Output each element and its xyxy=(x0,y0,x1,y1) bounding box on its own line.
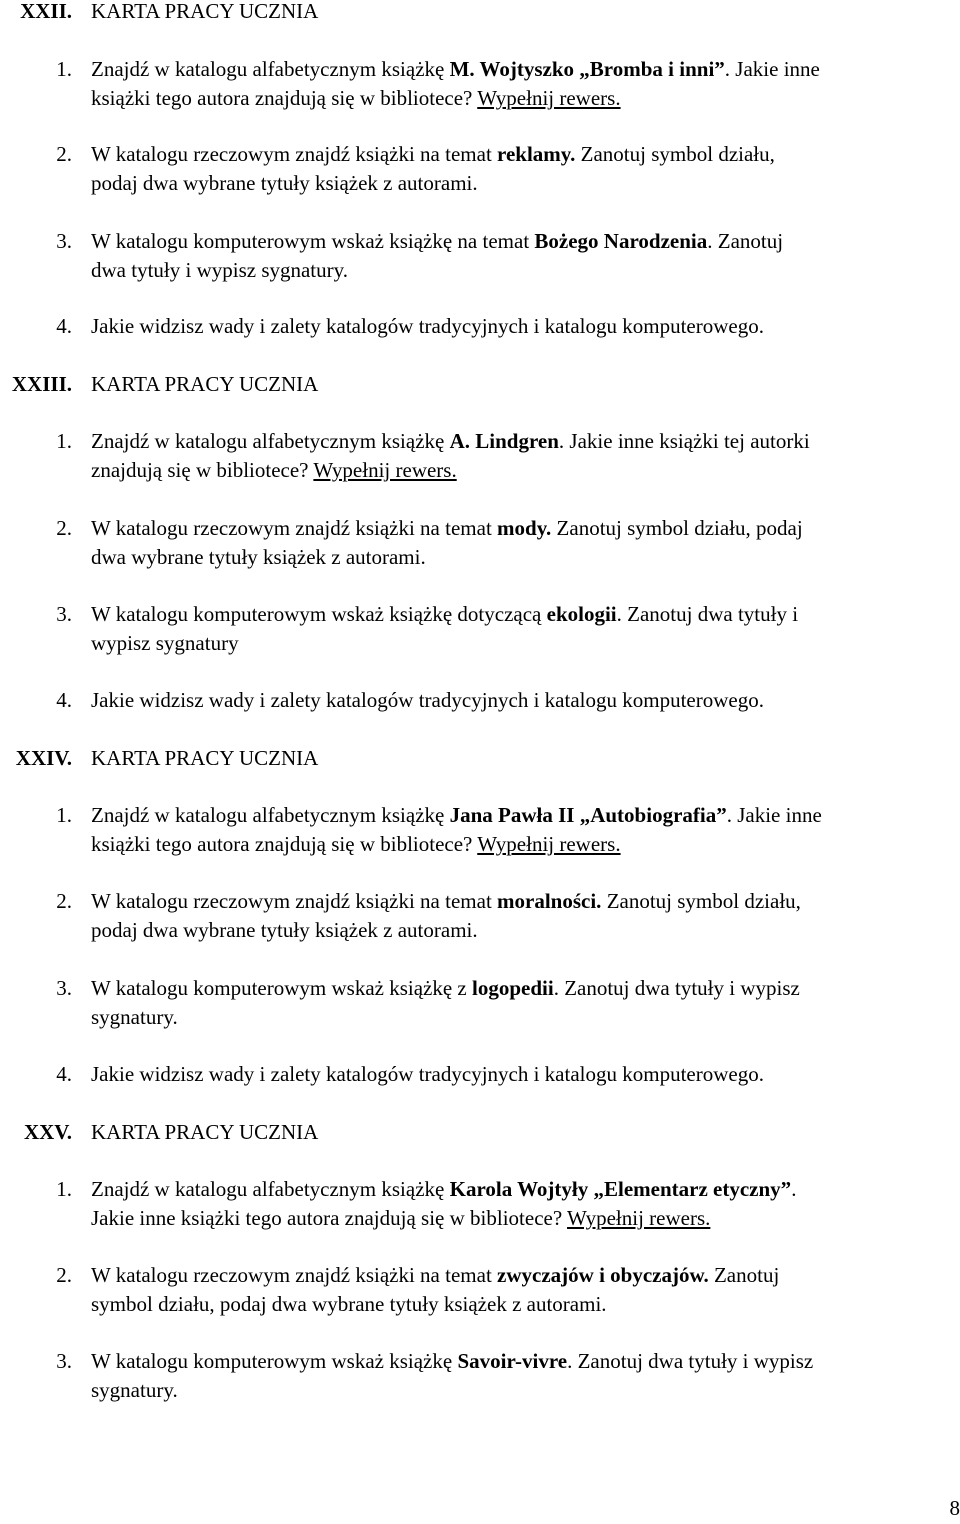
task-line xyxy=(91,1060,960,1089)
text-run: Zanotuj symbol działu, xyxy=(601,889,801,913)
bold-term: Savoir-vivre xyxy=(457,1349,568,1373)
bold-term: mody. xyxy=(497,516,552,540)
task-line xyxy=(91,1204,960,1233)
task-text xyxy=(91,1347,960,1405)
task-number: 1. xyxy=(56,1177,72,1201)
section-heading xyxy=(0,744,960,772)
task-line xyxy=(91,1003,960,1032)
text-run: W katalogu komputerowym wskaż książkę na temat xyxy=(91,229,535,253)
task-line xyxy=(91,1376,960,1405)
task-number: 3. xyxy=(56,229,72,253)
task-line xyxy=(91,514,960,543)
task-line xyxy=(91,600,960,629)
text-run: . Zanotuj dwa tytuły i xyxy=(616,602,799,626)
bold-term: logopedii xyxy=(472,976,554,1000)
text-run: dwa wybrane tytuły książek z autorami. xyxy=(91,545,426,569)
task-text xyxy=(91,1060,960,1089)
task-line xyxy=(91,543,960,572)
text-run: Jakie widzisz wady i zalety katalogów tradycyjnych i katalogu komputerowego. xyxy=(91,314,764,338)
underlined-text: Wypełnij rewers. xyxy=(477,832,621,856)
task-line xyxy=(91,312,960,341)
text-run: sygnatury. xyxy=(91,1378,178,1402)
task-number: 1. xyxy=(56,57,72,81)
task-number: 4. xyxy=(56,688,72,712)
bold-term: zwyczajów i obyczajów. xyxy=(497,1263,709,1287)
task-number: 2. xyxy=(56,142,72,166)
bold-term: moralności. xyxy=(497,889,602,913)
task-line xyxy=(91,916,960,945)
text-run: dwa tytuły i wypisz sygnatury. xyxy=(91,258,349,282)
task-text xyxy=(91,514,960,572)
task-line xyxy=(91,256,960,285)
section-numeral: XXIII. xyxy=(11,372,72,396)
text-run: wypisz sygnatury xyxy=(91,631,239,655)
section-heading xyxy=(0,1118,960,1146)
task-line xyxy=(91,887,960,916)
text-run: Znajdź w katalogu alfabetycznym książkę xyxy=(91,57,450,81)
text-run: . Zanotuj dwa tytuły i wypisz xyxy=(567,1349,814,1373)
task-text xyxy=(91,427,960,485)
text-run: Jakie widzisz wady i zalety katalogów tradycyjnych i katalogu komputerowego. xyxy=(91,1062,764,1086)
text-run: W katalogu rzeczowym znajdź książki na temat xyxy=(91,516,498,540)
section-title: KARTA PRACY UCZNIA xyxy=(91,0,319,23)
bold-term: A. Lindgren xyxy=(449,429,559,453)
task-text xyxy=(91,140,960,198)
text-run: książki tego autora znajdują się w bibliotece? xyxy=(91,832,478,856)
task-line xyxy=(91,1175,960,1204)
text-run: . Jakie inne xyxy=(724,57,820,81)
task-text xyxy=(91,974,960,1032)
task-line xyxy=(91,830,960,859)
task-text xyxy=(91,1175,960,1233)
text-run: W katalogu rzeczowym znajdź książki na temat xyxy=(91,142,498,166)
task-line xyxy=(91,1261,960,1290)
task-text xyxy=(91,887,960,945)
text-run: podaj dwa wybrane tytuły książek z autorami. xyxy=(91,918,478,942)
bold-term: Jana Pawła II „Autobiografia” xyxy=(449,803,727,827)
task-number: 2. xyxy=(56,1263,72,1287)
section-heading xyxy=(0,370,960,398)
task-line xyxy=(91,427,960,456)
task-text xyxy=(91,686,960,715)
task-number: 2. xyxy=(56,516,72,540)
text-run: W katalogu komputerowym wskaż książkę dotyczącą xyxy=(91,602,547,626)
underlined-text: Wypełnij rewers. xyxy=(567,1206,711,1230)
text-run: . xyxy=(791,1177,797,1201)
section-numeral: XXV. xyxy=(23,1120,72,1144)
task-text xyxy=(91,312,960,341)
task-number: 3. xyxy=(56,602,72,626)
task-line xyxy=(91,801,960,830)
text-run: Znajdź w katalogu alfabetycznym książkę xyxy=(91,1177,450,1201)
bold-term: M. Wojtyszko „Bromba i inni” xyxy=(449,57,725,81)
task-text xyxy=(91,55,960,113)
task-line xyxy=(91,227,960,256)
task-line xyxy=(91,456,960,485)
task-text xyxy=(91,600,960,658)
task-number: 4. xyxy=(56,1062,72,1086)
task-number: 3. xyxy=(56,1349,72,1373)
task-text xyxy=(91,1261,960,1319)
text-run: podaj dwa wybrane tytuły książek z autorami. xyxy=(91,171,478,195)
underlined-text: Wypełnij rewers. xyxy=(477,86,621,110)
text-run: książki tego autora znajdują się w bibliotece? xyxy=(91,86,478,110)
text-run: Zanotuj symbol działu, podaj xyxy=(551,516,803,540)
bold-term: ekologii xyxy=(546,602,617,626)
text-run: Zanotuj xyxy=(708,1263,780,1287)
task-number: 4. xyxy=(56,314,72,338)
text-run: symbol działu, podaj dwa wybrane tytuły książek z autorami. xyxy=(91,1292,607,1316)
text-run: Jakie inne książki tego autora znajdują się w bibliotece? xyxy=(91,1206,568,1230)
text-run: sygnatury. xyxy=(91,1005,178,1029)
section-title: KARTA PRACY UCZNIA xyxy=(91,372,319,396)
text-run: Znajdź w katalogu alfabetycznym książkę xyxy=(91,429,450,453)
task-number: 2. xyxy=(56,889,72,913)
section-numeral: XXIV. xyxy=(15,746,72,770)
text-run: W katalogu rzeczowym znajdź książki na temat xyxy=(91,889,498,913)
task-line xyxy=(91,169,960,198)
task-line xyxy=(91,1290,960,1319)
task-number: 1. xyxy=(56,429,72,453)
text-run: . Zanotuj dwa tytuły i wypisz xyxy=(553,976,800,1000)
task-number: 3. xyxy=(56,976,72,1000)
task-line xyxy=(91,1347,960,1376)
bold-term: Karola Wojtyły „Elementarz etyczny” xyxy=(449,1177,792,1201)
text-run: znajdują się w bibliotece? xyxy=(91,458,314,482)
task-text xyxy=(91,227,960,285)
text-run: . Zanotuj xyxy=(707,229,784,253)
text-run: W katalogu komputerowym wskaż książkę z xyxy=(91,976,473,1000)
task-line xyxy=(91,974,960,1003)
text-run: . Jakie inne książki tej autorki xyxy=(558,429,810,453)
task-line xyxy=(91,686,960,715)
section-heading xyxy=(0,0,960,25)
section-title: KARTA PRACY UCZNIA xyxy=(91,1120,319,1144)
task-number: 1. xyxy=(56,803,72,827)
task-line xyxy=(91,629,960,658)
underlined-text: Wypełnij rewers. xyxy=(313,458,457,482)
section-numeral: XXII. xyxy=(20,0,72,23)
text-run: W katalogu komputerowym wskaż książkę xyxy=(91,1349,458,1373)
bold-term: reklamy. xyxy=(497,142,576,166)
task-text xyxy=(91,801,960,859)
text-run: Jakie widzisz wady i zalety katalogów tradycyjnych i katalogu komputerowego. xyxy=(91,688,764,712)
section-title: KARTA PRACY UCZNIA xyxy=(91,746,319,770)
page-number: 8 xyxy=(949,1496,960,1520)
task-line xyxy=(91,55,960,84)
text-run: Zanotuj symbol działu, xyxy=(575,142,775,166)
text-run: W katalogu rzeczowym znajdź książki na temat xyxy=(91,1263,498,1287)
text-run: . Jakie inne xyxy=(726,803,822,827)
text-run: Znajdź w katalogu alfabetycznym książkę xyxy=(91,803,450,827)
task-line xyxy=(91,140,960,169)
bold-term: Bożego Narodzenia xyxy=(534,229,708,253)
task-line xyxy=(91,84,960,113)
